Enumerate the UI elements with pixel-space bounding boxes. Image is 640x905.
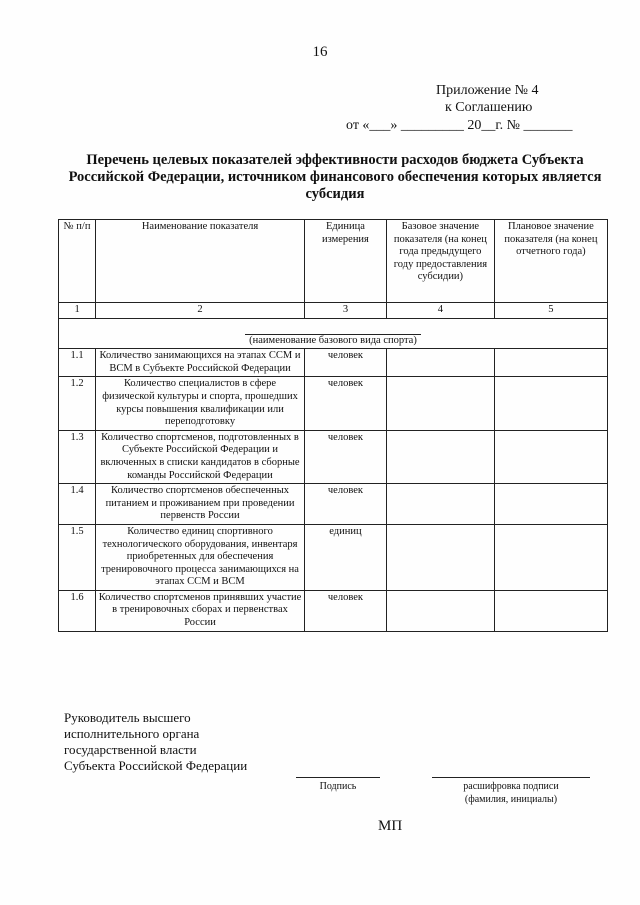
decode-caption-2: (фамилия, инициалы) [464, 794, 558, 805]
header-plan: Плановое значение показателя (на конец отчетного года) [494, 220, 607, 303]
table-row [59, 430, 608, 483]
page-number: 16 [312, 44, 328, 60]
decode-caption [432, 780, 590, 806]
decode-line [432, 777, 590, 778]
signatory-line-2: исполнительного органа [64, 726, 200, 741]
row-num: 1.4 [59, 484, 96, 525]
table-row [59, 484, 608, 525]
table-row [59, 377, 608, 430]
appendix-line-1: Приложение № 4 [436, 83, 539, 98]
row-name: Количество занимающихся на этапах ССМ и ВСМ в Субъекте Российской Федерации [96, 349, 305, 377]
row-plan-value [494, 349, 607, 377]
stamp-place: МП [378, 818, 403, 834]
signature-line [296, 777, 380, 778]
row-plan-value [494, 430, 607, 483]
header-name: Наименование показателя [96, 220, 305, 303]
row-unit: человек [304, 590, 386, 631]
signatory-line-3: государственной власти [64, 742, 197, 757]
row-name: Количество спортсменов, подготовленных в Субъекте Российской Федерации и включенных в списки кандидатов в сборные команды Российской Федерации [96, 430, 305, 483]
sport-caption: (наименование базового вида спорта) [245, 334, 421, 348]
row-base-value [386, 590, 494, 631]
row-base-value [386, 430, 494, 483]
header-base: Базовое значение показателя (на конец года предыдущего году предоставления субсидии) [386, 220, 494, 303]
signatory-block [64, 710, 247, 774]
row-base-value [386, 484, 494, 525]
row-num: 1.6 [59, 590, 96, 631]
indicators-table [58, 219, 608, 632]
col-number-5: 5 [494, 303, 607, 319]
row-unit: человек [304, 430, 386, 483]
row-unit: единиц [304, 524, 386, 590]
column-number-row [59, 303, 608, 319]
table-row [59, 524, 608, 590]
col-number-4: 4 [386, 303, 494, 319]
signatory-line-1: Руководитель высшего [64, 710, 191, 725]
row-unit: человек [304, 484, 386, 525]
appendix-line-3: от «___» _________ 20__г. № _______ [346, 118, 573, 133]
appendix-line-2: к Соглашению [445, 100, 533, 115]
row-plan-value [494, 377, 607, 430]
table-row [59, 349, 608, 377]
sport-row [59, 318, 608, 349]
signature-caption: Подпись [319, 781, 357, 792]
col-number-1: 1 [59, 303, 96, 319]
row-num: 1.5 [59, 524, 96, 590]
decode-caption-1: расшифровка подписи [463, 781, 559, 792]
row-base-value [386, 349, 494, 377]
col-number-2: 2 [96, 303, 305, 319]
header-row [59, 220, 608, 303]
row-unit: человек [304, 377, 386, 430]
row-name: Количество единиц спортивного технологического оборудования, инвентаря приобретенных для обеспечения тренировочного процесса занимающихся на этапах ССМ и ВСМ [96, 524, 305, 590]
row-num: 1.3 [59, 430, 96, 483]
row-unit: человек [304, 349, 386, 377]
row-base-value [386, 524, 494, 590]
col-number-3: 3 [304, 303, 386, 319]
table-row [59, 590, 608, 631]
row-name: Количество спортсменов обеспеченных питанием и проживанием при проведении первенств России [96, 484, 305, 525]
header-unit: Единица измерения [304, 220, 386, 303]
row-name: Количество специалистов в сфере физической культуры и спорта, прошедших курсы повышения квалификации или переподготовку [96, 377, 305, 430]
row-num: 1.1 [59, 349, 96, 377]
sport-cell [59, 318, 608, 349]
signatory-line-4: Субъекта Российской Федерации [64, 758, 248, 773]
document-title: Перечень целевых показателей эффективности расходов бюджета Субъекта Российской Федерации, источником финансового обеспечения которых является субсидия [68, 152, 602, 202]
row-base-value [386, 377, 494, 430]
row-plan-value [494, 484, 607, 525]
row-name: Количество спортсменов принявших участие в тренировочных сборах и первенствах России [96, 590, 305, 631]
header-num: № п/п [59, 220, 96, 303]
row-plan-value [494, 590, 607, 631]
row-num: 1.2 [59, 377, 96, 430]
row-plan-value [494, 524, 607, 590]
